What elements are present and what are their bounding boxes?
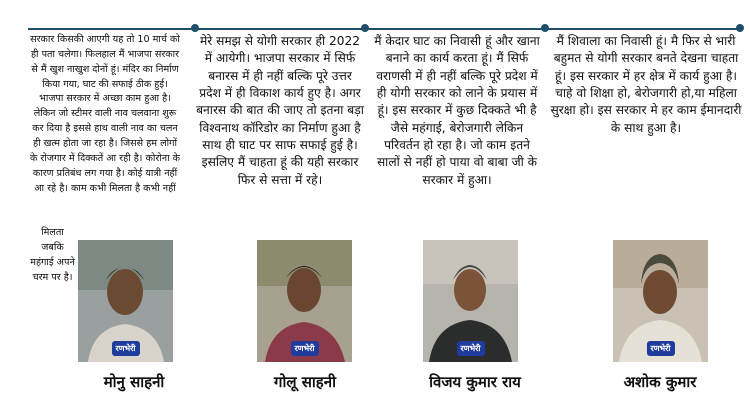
column-divider-dot [541,24,549,32]
name-caption: मोनु साहनी [103,373,165,391]
column-divider-dot [191,24,199,32]
top-rule [28,28,740,30]
photo-golu-sahni [257,240,352,362]
quote-monu-sahni-continued: मिलता जबकि महंगाई अपने चरम पर है। [30,227,75,283]
quote-monu-sahni: सरकार किसकी आएगी यह तो 10 मार्च को ही पता चलेगा। फिलहाल मैं भाजपा सरकार से मैं खुश नाखुश दोनों हूं। मंदिर का निर्माण किया गया, घाट की सफाई ठीक हुई। भाजपा सरकार में अच्छा काम हुआ है। लेकिन जो स्टीमर वाली नाव चलवाना शुरू कर दिया है इससे हाथ वाली नाव का चलन ही खत्म होता जा रहा है। जिससे हम लोगों के रोजगार में दिक्कतें आ रही है। कोरोना के कारण प्रतिबंध लग गया है। कोई यात्री नहीं आ रहे है। काम कभी मिलता है कभी नहीं [30,34,180,194]
quote-vijay-kumar-rai: मैं केदार घाट का निवासी हूं और खाना बनाने का कार्य करता हूं। मैं सिर्फ वराणसी में ही नहीं बल्कि पूरे प्रदेश में ही योगी सरकार को लाने के प्रयास में हूं। इस सरकार में कुछ दिक्कते भी है जैसे महंगाई, बेरोजगारी लेकिन परिवर्तन हो रहा है। जो काम इतने सालों से नहीं हो पाया वो बाबा जी के सरकार में हुआ। [374,34,540,187]
mic-label: रणभेरी [290,341,318,356]
name-caption: विजय कुमार राय [429,373,521,391]
mic-label: रणभेरी [456,341,484,356]
photo-vijay-kumar-rai [423,240,518,362]
quote-golu-sahni: मेरे समझ से योगी सरकार ही 2022 में आयेगी। भाजपा सरकार में सिर्फ बनारस में ही नहीं बल्कि पूरे उत्तर प्रदेश में ही विकाश कार्य हुए है। अगर बनारस की बात की जाए तो इतना बड़ा विश्वनाथ कॉरिडोर का निर्माण हुआ है साथ ही घाट पर साफ सफाई हुई है। इसलिए मैं चाहता हूं की यही सरकार फिर से सत्ता में रहे। [196,34,364,187]
mic-label: रणभेरी [111,341,139,356]
column-divider-dot [361,24,369,32]
column-divider-dot [736,24,744,32]
photo-monu-sahni [78,240,173,362]
name-caption: गोलू साहनी [274,373,336,391]
photo-ashok-kumar [613,240,708,362]
quote-ashok-kumar: मैं शिवाला का निवासी हूं। मै फिर से भारी बहुमत से योगी सरकार बनते देखना चाहता हूं। इस सरकार में हर क्षेत्र में कार्य हुआ है। चाहे वो शिक्षा हो, बेरोजगारी हो,या महिला सुरक्षा हो। इस सरकार मे हर काम ईमानदारी के साथ हुआ है। [550,34,742,135]
name-caption: अशोक कुमार [623,373,697,391]
mic-label: रणभेरी [646,341,674,356]
